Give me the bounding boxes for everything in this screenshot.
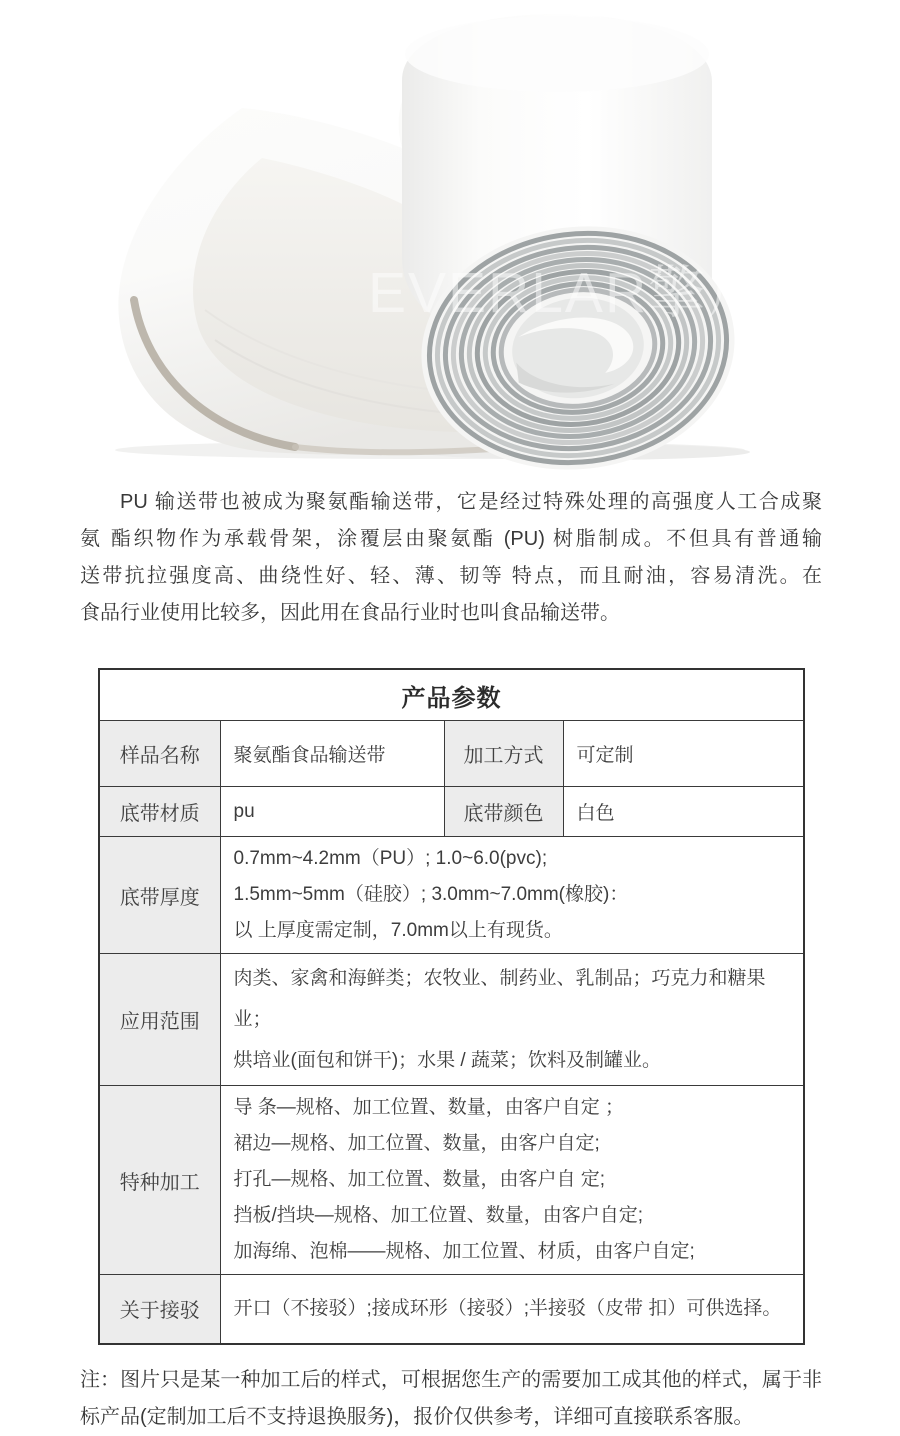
intro-line: 食品行业使用比较多，因此用在食品行业时也叫食品输送带。 bbox=[80, 602, 620, 624]
intro-line: 送带抗拉强度高、曲绕性好、轻、薄、韧等 特点，而且耐油，容易清洗。在 bbox=[80, 565, 822, 587]
footnote-line: 标产品(定制加工后不支持退换服务)，报价仅供参考，详细可直接联系客服。 bbox=[80, 1405, 754, 1428]
param-value: 白色 bbox=[563, 787, 804, 837]
param-label: 特种加工 bbox=[99, 1086, 220, 1275]
param-value bbox=[220, 837, 804, 954]
product-params-table bbox=[98, 668, 805, 1345]
intro-line: PU 输送带也被成为聚氨酯输送带，它是经过特殊处理的高强度人工合成聚 bbox=[120, 491, 822, 513]
value-line: 以 上厚度需定制，7.0mm以上有现货。 bbox=[233, 920, 563, 941]
value-line: 1.5mm~5mm（硅胶）; 3.0mm~7.0mm(橡胶)： bbox=[233, 884, 629, 905]
table-row bbox=[99, 954, 804, 1086]
value-line: 导 条—规格、加工位置、数量，由客户自定 ； bbox=[233, 1097, 625, 1118]
product-intro bbox=[80, 484, 822, 632]
footnote bbox=[80, 1362, 822, 1436]
param-value bbox=[220, 954, 804, 1086]
table-header-row bbox=[99, 669, 804, 721]
value-line: 裙边—规格、加工位置、数量，由客户自定; bbox=[233, 1133, 600, 1154]
footnote-line: 注：图片只是某一种加工后的样式，可根据您生产的需要加工成其他的样式，属于非 bbox=[80, 1368, 822, 1391]
param-label: 底带厚度 bbox=[99, 837, 220, 954]
value-line: 肉类、家禽和海鲜类；农牧业、制药业、乳制品；巧克力和糖果业； bbox=[233, 968, 766, 1030]
table-row bbox=[99, 837, 804, 954]
param-label: 关于接驳 bbox=[99, 1275, 220, 1344]
param-value bbox=[220, 1275, 804, 1344]
belt-photo-svg bbox=[0, 0, 900, 460]
value-line: 挡板/挡块—规格、加工位置、数量，由客户自定; bbox=[233, 1205, 644, 1226]
value-line: 打孔—规格、加工位置、数量，由客户自 定; bbox=[233, 1169, 606, 1190]
value-line: 加海绵、泡棉——规格、加工位置、材质，由客户自定; bbox=[233, 1241, 695, 1262]
table-title: 产品参数 bbox=[99, 669, 804, 721]
watermark-text: EVERLAR擎川 bbox=[368, 261, 767, 325]
value-line: 开口（不接驳）;接成环形（接驳）;半接驳（皮带 扣）可供选择。 bbox=[233, 1297, 782, 1319]
value-line: 0.7mm~4.2mm（PU）; 1.0~6.0(pvc); bbox=[233, 848, 548, 869]
table-row bbox=[99, 721, 804, 787]
param-label: 加工方式 bbox=[444, 721, 563, 787]
table-row bbox=[99, 1275, 804, 1344]
param-value: 聚氨酯食品输送带 bbox=[220, 721, 444, 787]
table-row bbox=[99, 787, 804, 837]
param-label: 底带颜色 bbox=[444, 787, 563, 837]
param-value: 可定制 bbox=[563, 721, 804, 787]
value-line: 烘培业(面包和饼干)；水果 / 蔬菜；饮料及制罐业。 bbox=[233, 1050, 661, 1071]
intro-line: 氨 酯织物作为承载骨架，涂覆层由聚氨酯 (PU) 树脂制成。不但具有普通输 bbox=[80, 528, 822, 550]
table-row bbox=[99, 1086, 804, 1275]
param-value: pu bbox=[220, 787, 444, 837]
product-photo bbox=[0, 0, 900, 460]
param-label: 样品名称 bbox=[99, 721, 220, 787]
param-value bbox=[220, 1086, 804, 1275]
param-label: 底带材质 bbox=[99, 787, 220, 837]
param-label: 应用范围 bbox=[99, 954, 220, 1086]
